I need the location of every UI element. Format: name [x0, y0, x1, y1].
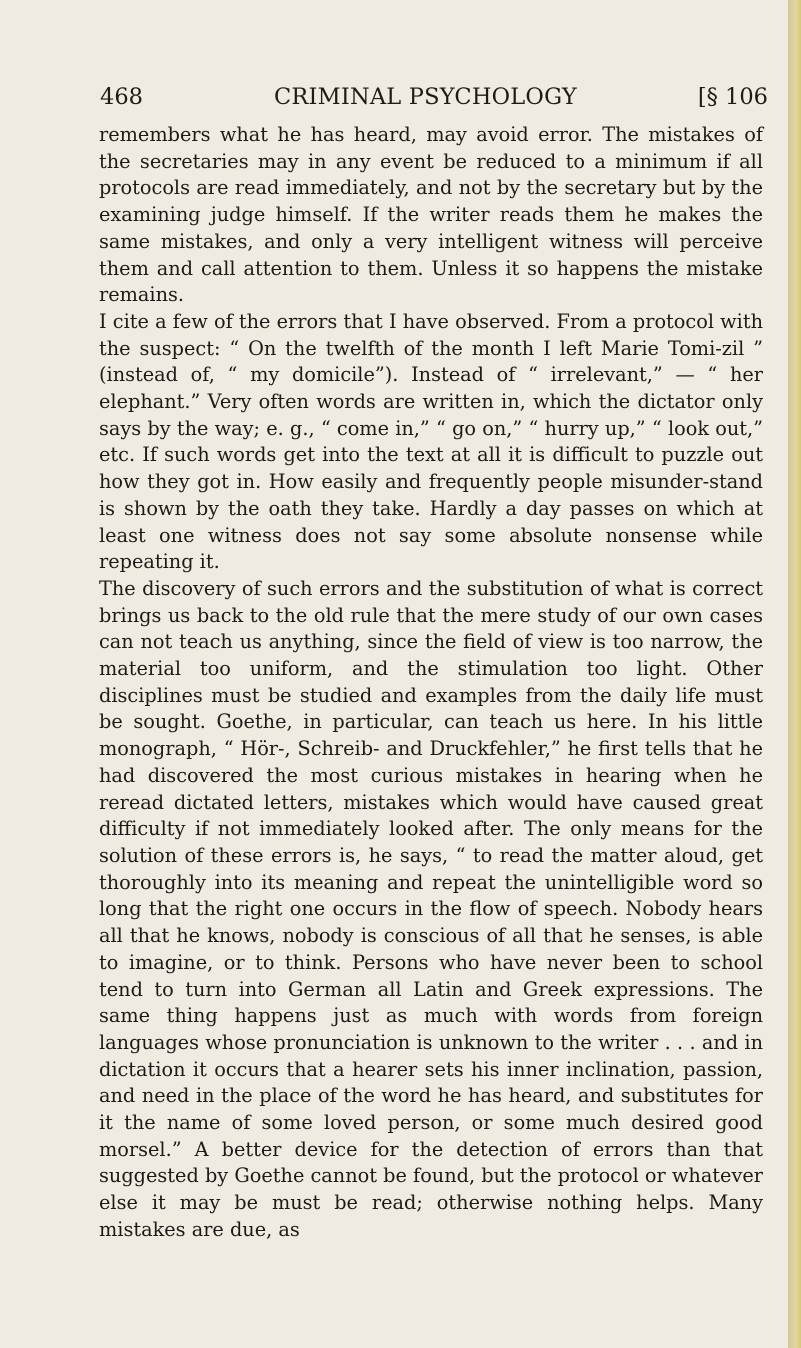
paragraph: I cite a few of the errors that I have observed. From a protocol with the suspect: “ On the twelfth of the month I left Marie Tomi-zil ” (instead of, “ my domicile”). Instead of “ irrelevant,” — “ her elephant.” Very often words are written in, which the dictator only says by the way; e. g., “ come in,” “ go on,” “ hurry up,” “ look out,” etc. If such words get into the text at all it is difficult to puzzle out how they got in. How easily and frequently people misunder-stand is shown by the oath they take. Hardly a day passes on which at least one witness does not say some absolute nonsense while repeating it. [99, 309, 763, 574]
paragraph: The discovery of such errors and the substitution of what is correct brings us back to the old rule that the mere study of our own cases can not teach us anything, since the field of view is too narrow, the material too uniform, and the stimulation too light. Other disciplines must be studied and examples from the daily life must be sought. Goethe, in particular, can teach us here. In his little monograph, “ Hör-, Schreib- and Druckfehler,” he first tells that he had discovered the most curious mistakes in hearing when he reread dictated letters, mistakes which would have caused great difficulty if not immediately looked after. The only means for the solution of these errors is, he says, “ to read the matter aloud, get thoroughly into its meaning and repeat the unintelligible word so long that the right one occurs in the flow of speech. Nobody hears all that he knows, nobody is conscious of all that he senses, is able to imagine, or to think. Persons who have never been to school tend to turn into German all Latin and Greek expressions. The same thing happens just as much with words from foreign languages whose pronunciation is unknown to the writer . . . and in dictation it occurs that a hearer sets his inner inclination, passion, and need in the place of the word he has heard, and substitutes for it the name of some loved person, or some much desired good morsel.” A better device for the detection of errors than that suggested by Goethe cannot be found, but the protocol or whatever else it may be must be read; otherwise nothing helps. Many mistakes are due, as [99, 576, 763, 1241]
section-marker: [§ 106 [697, 84, 768, 110]
page-edge [788, 0, 801, 1348]
running-title: CRIMINAL PSYCHOLOGY [274, 84, 577, 110]
running-head [98, 84, 768, 118]
page-number: 468 [100, 84, 143, 110]
paragraph: remembers what he has heard, may avoid error. The mistakes of the secretaries may in any event be reduced to a minimum if all protocols are read immediately, and not by the secretary but by the examining judge himself. If the writer reads them he makes the same mistakes, and only a very intelligent witness will perceive them and call attention to them. Unless it so happens the mistake remains. [99, 123, 763, 307]
body-text [99, 122, 763, 1244]
